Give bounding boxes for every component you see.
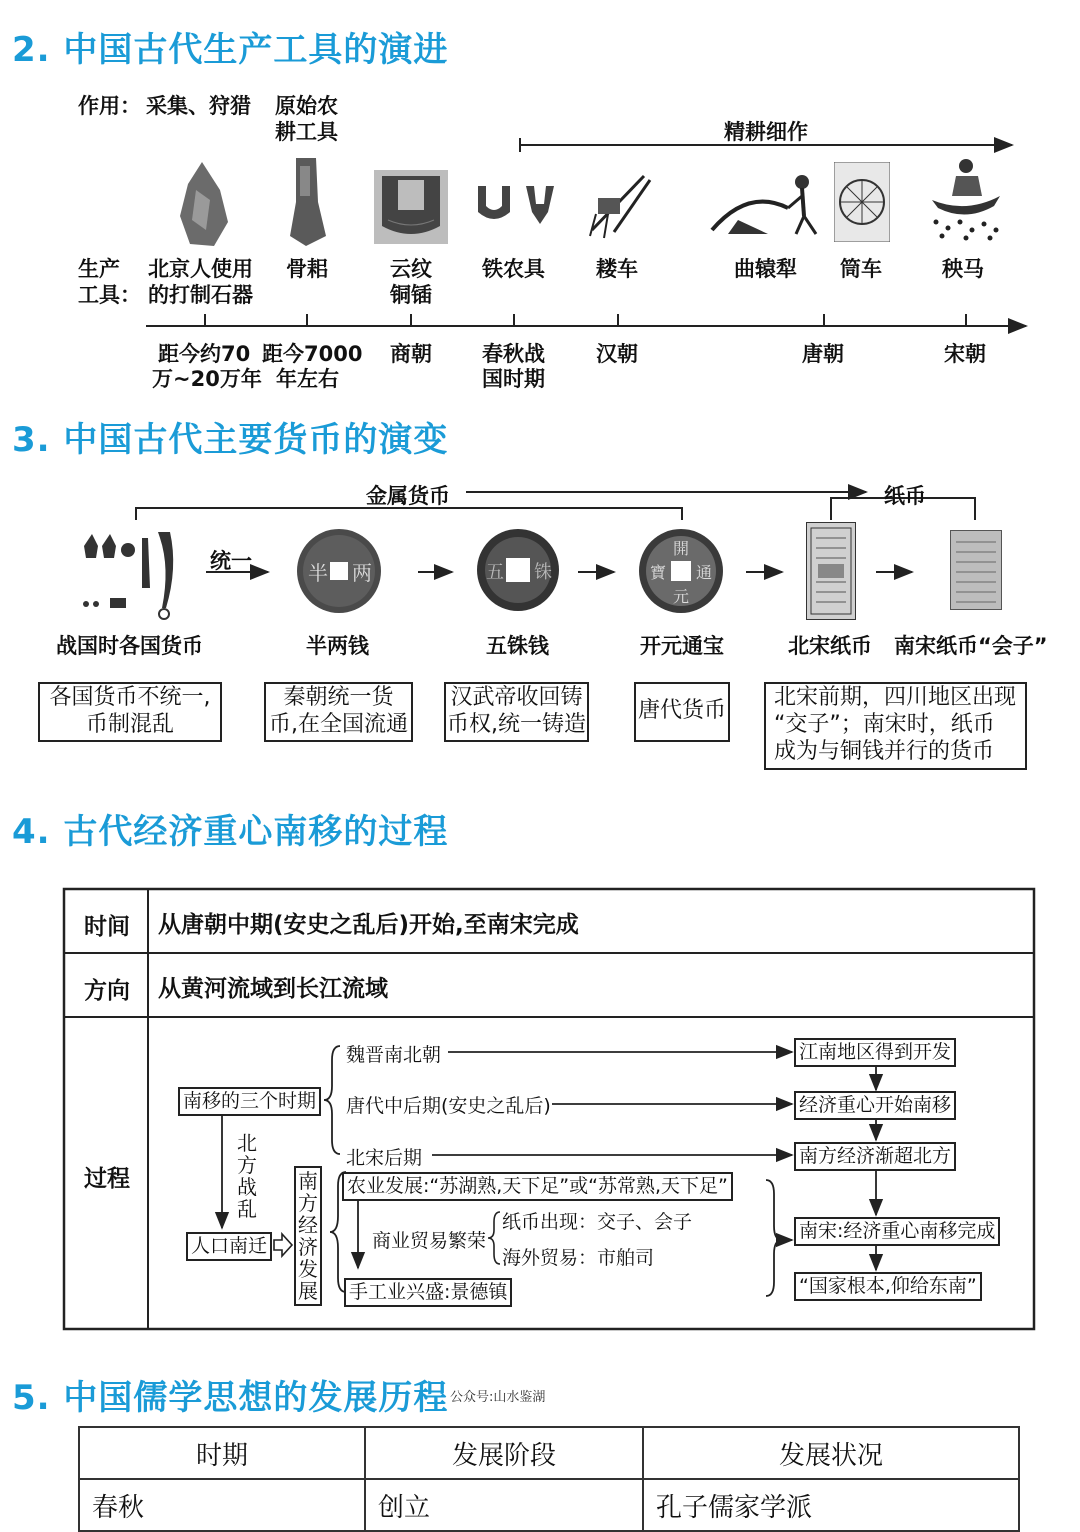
result-shift-complete: 南宋:经济重心南移完成	[794, 1217, 1000, 1246]
coin-name-northern-song: 北宋纸币	[788, 634, 872, 658]
section-4-title: 4. 古代经济重心南移的过程	[12, 812, 449, 852]
song-desc-line1: 北宋前期，四川地区出现	[774, 685, 1017, 710]
tool-name-stone-2: 的打制石器	[148, 283, 253, 307]
result-jiangnan: 江南地区得到开发	[794, 1038, 956, 1067]
period-mid-tang: 唐代中后期(安史之乱后)	[346, 1095, 551, 1117]
tool-name-bone: 骨耜	[286, 257, 328, 281]
row-value-time: 从唐朝中期(安史之乱后)开始,至南宋完成	[158, 912, 579, 938]
coin-name-kaiyuan: 开元通宝	[640, 634, 724, 658]
result-shift-begins: 经济重心开始南移	[794, 1091, 956, 1120]
tool-name-drill: 耧车	[596, 257, 638, 281]
paper-money-label: 纸币出现：交子、会子	[502, 1211, 693, 1233]
period-1-line1: 距今约70	[158, 342, 251, 366]
coin-desc-kaiyuan-line1: 唐代货币	[637, 698, 726, 723]
period-7: 宋朝	[944, 342, 986, 366]
cell-stage: 创立	[365, 1479, 643, 1531]
tools-label-line2: 工具：	[78, 283, 141, 307]
result-national-foundation: “国家根本,仰给东南”	[794, 1272, 982, 1301]
table-header-row	[79, 1427, 1019, 1479]
svg-text:半: 半	[308, 561, 328, 585]
role-label: 作用：	[78, 94, 141, 118]
svg-text:寶: 寶	[650, 563, 667, 582]
role-farm-line2: 耕工具	[275, 120, 338, 144]
watermark: 公众号:山水鉴湖	[450, 1390, 546, 1405]
coin-desc-banliang	[264, 682, 413, 742]
handicraft-box: 手工业兴盛:景德镇	[344, 1278, 512, 1307]
period-4-line1: 春秋战	[482, 342, 545, 366]
southern-song-huizi-icon	[950, 530, 1002, 614]
coin-desc-warring-line2: 币制混乱	[85, 712, 174, 737]
song-desc-line2: “交子”；南宋时，纸币	[774, 712, 995, 737]
svg-text:五: 五	[486, 562, 504, 583]
header-stage: 发展阶段	[365, 1427, 643, 1479]
tools-label-line1: 生产	[78, 257, 120, 281]
coin-desc-wuzhu	[444, 682, 589, 742]
header-period: 时期	[79, 1427, 365, 1479]
row-label-time: 时间	[84, 914, 130, 940]
table-row	[79, 1479, 1019, 1531]
coin-name-wuzhu: 五铢钱	[486, 634, 549, 658]
section-5-title: 5. 中国儒学思想的发展历程	[12, 1378, 449, 1418]
coin-desc-banliang-line2: 币,在全国流通	[269, 712, 408, 737]
svg-text:通: 通	[696, 563, 713, 582]
coin-desc-banliang-line1: 秦朝统一货	[283, 685, 394, 710]
intensive-farming-label: 精耕细作	[724, 120, 808, 144]
song-desc-line3: 成为与铜钱并行的货币	[774, 739, 995, 764]
coin-name-banliang: 半两钱	[306, 634, 369, 658]
tool-name-iron: 铁农具	[482, 257, 545, 281]
section-3-title: 3. 中国古代主要货币的演变	[12, 420, 449, 460]
tool-name-stone-1: 北京人使用	[148, 257, 253, 281]
banliang-coin-icon	[296, 528, 382, 618]
tool-name-plow: 曲辕犁	[734, 257, 797, 281]
cell-period: 春秋	[79, 1479, 365, 1531]
header-status: 发展状况	[643, 1427, 1019, 1479]
stone-tool-icon	[176, 160, 234, 252]
row-label-direction: 方向	[84, 978, 130, 1004]
tool-name-bronze-1: 云纹	[390, 257, 432, 281]
period-2-line1: 距今7000	[262, 342, 363, 366]
period-1-line2: 万~20万年	[152, 367, 262, 391]
bronze-spade-icon	[374, 170, 448, 248]
role-values: 采集、狩猎	[146, 94, 251, 118]
paper-currency-label: 纸币	[884, 484, 926, 508]
rice-seedling-horse-icon	[926, 156, 1004, 246]
coin-name-warring: 战国时各国货币	[56, 634, 203, 658]
period-4-line2: 国时期	[482, 367, 545, 391]
period-3: 商朝	[390, 342, 432, 366]
row-value-direction: 从黄河流域到长江流域	[158, 976, 388, 1002]
cell-status: 孔子儒家学派	[643, 1479, 1019, 1531]
northern-song-paper-money-icon	[806, 522, 856, 624]
period-2-line2: 年左右	[276, 367, 339, 391]
svg-text:两: 两	[352, 561, 372, 585]
seed-drill-icon	[584, 170, 656, 244]
svg-text:元: 元	[673, 587, 690, 606]
result-south-surpasses: 南方经济渐超北方	[794, 1142, 956, 1171]
metal-currency-label: 金属货币	[366, 484, 450, 508]
tool-name-horse: 秧马	[942, 257, 984, 281]
period-wei-jin: 魏晋南北朝	[346, 1044, 442, 1066]
role-farm-line1: 原始农	[275, 94, 338, 118]
coin-desc-warring-line1: 各国货币不统一,	[49, 685, 211, 710]
tool-name-bronze-2: 铜锸	[390, 283, 432, 307]
kaiyuan-coin-icon	[638, 528, 724, 618]
wuzhu-coin-icon	[476, 528, 560, 616]
section-2-title: 2. 中国古代生产工具的演进	[12, 30, 449, 70]
svg-text:铢: 铢	[534, 562, 552, 583]
curved-plow-icon	[708, 168, 828, 242]
coin-desc-wuzhu-line2: 币权,统一铸造	[447, 712, 586, 737]
period-6: 唐朝	[802, 342, 844, 366]
unify-label: 统一	[210, 549, 252, 573]
sea-trade-label: 海外贸易：市舶司	[502, 1247, 655, 1269]
migration-box: 人口南迁	[186, 1232, 272, 1261]
warring-states-coins-icon	[80, 528, 180, 624]
tool-name-wheel: 筒车	[840, 257, 882, 281]
coin-desc-kaiyuan	[634, 682, 730, 742]
row-label-process: 过程	[84, 1166, 130, 1192]
song-paper-money-desc	[764, 682, 1027, 770]
bone-spade-icon	[286, 156, 330, 252]
period-late-northern-song: 北宋后期	[346, 1147, 423, 1169]
period-5: 汉朝	[596, 342, 638, 366]
svg-text:開: 開	[673, 539, 690, 558]
agriculture-box: 农业发展:“苏湖熟,天下足”或“苏常熟,天下足”	[342, 1172, 733, 1201]
commerce-label: 商业贸易繁荣	[372, 1230, 487, 1252]
confucianism-table	[78, 1426, 1020, 1532]
north-war-label: 北方战乱	[237, 1131, 257, 1221]
coin-desc-warring	[38, 682, 222, 742]
coin-desc-wuzhu-line1: 汉武帝收回铸	[450, 685, 583, 710]
south-development-box: 南方经济发展	[294, 1166, 322, 1306]
iron-tool-icon	[474, 182, 558, 232]
three-periods-box: 南移的三个时期	[178, 1087, 321, 1116]
water-wheel-icon	[834, 162, 890, 246]
coin-name-southern-song: 南宋纸币“会子”	[894, 634, 1048, 658]
